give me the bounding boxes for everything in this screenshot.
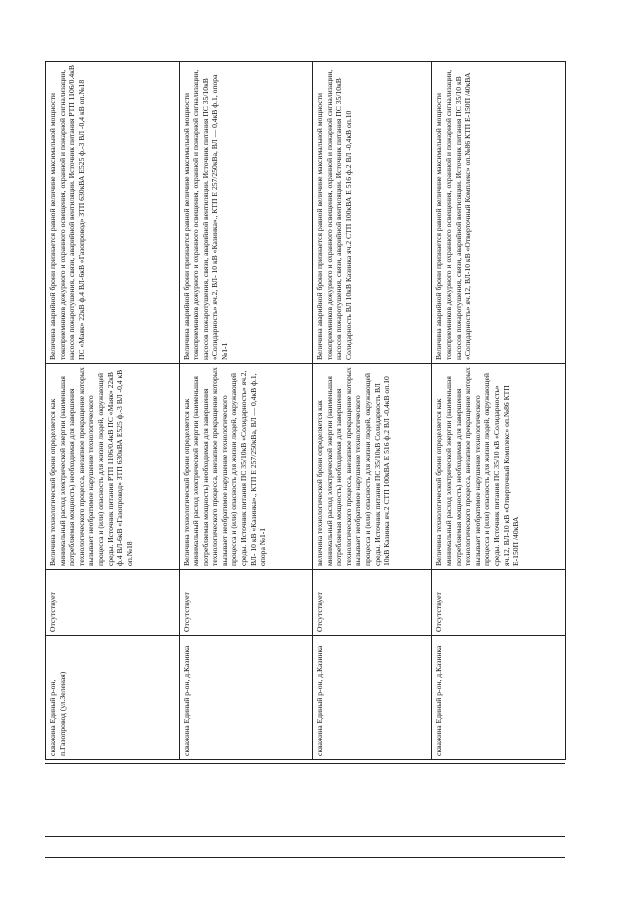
object-name: скважина Единый р-он, п.Газопровод (ул.Зеленая) [48,671,67,756]
tech-armor-cell [179,364,313,570]
status: Отсутствует [48,592,57,632]
object-name-cell [46,636,180,760]
emergency-armor-cell [179,62,313,364]
status-cell [46,570,180,636]
emergency-armor: Величина аварийной брони признается равной величине максимальной мощности токоприемников дежурного и охранного освещения, охранной и пожарной сигнализации, насосов пожаротушения, связи, аварийной вентиляции. Источник питания ПС 35/10кВ «Солидарность» яч.2, ВЛ- 10 кВ «Казинка»., КТП Е 257/250кВа, ВЛ — 0,4кВ ф.1, опора №1-1 [181,69,229,360]
table-row [46,62,180,760]
emergency-armor-cell [46,62,180,364]
rotated-table [45,62,566,760]
bottom-rule-lower [45,857,565,858]
tech-armor: Величина технологической брони определяется как минимальный расход электрической энергии (наименьшая потребляемая мощность) необходимая для завершения технологического процесса, внезапное прекращение которых вызывает необратимое нарушение технологического процесса и (или) опасность для жизни людей, окружающей среды. Источник питания ПС 35/10 кВ «Солидарность» яч.12, ВЛ-10 кВ «Отверточный Комплекс» оп.№86 КТП Е-150П /40кВА [434,367,521,566]
tech-armor-cell [313,364,432,570]
emergency-armor-cell [432,62,566,364]
status: Отсутствует [434,592,444,632]
tech-armor-cell [432,364,566,570]
emergency-armor-cell [313,62,432,364]
table-row [179,62,313,760]
tech-armor-cell [46,364,180,570]
table-row [432,62,566,760]
tech-armor: Величина технологической брони определяется как минимальный расход электрической энергии (наименьшая потребляемая мощность) необходимая для завершения технологического процесса, внезапное прекращение которых вызывает необратимое нарушение технологического процесса и (или) опасность для жизни людей, окружающей среды. Источник питания РТП 1106/0.4кВ ПС «Маяк» 22кВ ф.4 ВЛ-6кВ «Газопровод» ЗТП 630кВА Е525 ф.-3 ВЛ -0,4 кВ оп.№18 [48,367,134,566]
emergency-armor: Величина аварийной брони признается равной величине максимальной мощности токоприемников дежурного и охранного освещения, охранной и пожарной сигнализации, насосов пожаротушения, связи, аварийной вентиляции. Источник питания РТП 1106/0.4кВ ПС «Маяк» 22кВ ф.4 ВЛ-6кВ «Газопровод» ЗТП 630кВА Е525 ф.-3 ВЛ -0,4 кВ оп.№18 [48,65,86,360]
status: Отсутствует [315,592,324,632]
status: Отсутствует [181,592,191,632]
status-cell [432,570,566,636]
object-name: скважина Единый р-он, д.Казинка [181,645,191,756]
object-name-cell [432,636,566,760]
emergency-armor: Величина аварийной брони признается равной величине максимальной мощности токоприемников дежурного и охранного освещения, охранной и пожарной сигнализации, насосов пожаротушения, связи, аварийной вентиляции. Источник питания ПС 35/10 кВ «Солидарность» яч.12, ВЛ-10 кВ «Отверточный Комплекс» оп.№86 КТП Е-150П /40кВА [434,69,473,360]
tech-armor: Величина технологической брони определяется как минимальный расход электрической энергии (наименьшая потребляемая мощность) необходимая для завершения технологического процесса, внезапное прекращение которых вызывает необратимое нарушение технологического процесса и (или) опасность для жизни людей, окружающей среды. Источник питания ПС 35/10кВ «Солидарность» яч.2, ВЛ- 10 кВ «Казинка»., КТП Е 257/250кВа, ВЛ — 0,4кВ ф.1, опора №1-1 [181,367,268,566]
emergency-armor: Величина аварийной брони признается равной величине максимальной мощности токоприемников дежурного и охранного освещения, охранной и пожарной сигнализации, насосов пожаротушения, связи, аварийной вентиляции. Источник питания ПС 35/10кВ Солидарность ВЛ 10кВ Казинка яч.2 СТП 100кВА Е 516 ф.2 ВЛ -0,4кВ оп.10 [315,69,353,360]
tech-armor: величина технологической брони определяется как минимальный расход электрической энергии (наименьшая потребляемая мощность) необходимая для завершения технологического процесса, внезапное прекращение которых вызывает необратимое нарушение технологического процесса и (или) опасность для жизни людей, окружающей среды. Источник питания ПС 35/10кВ Солидарность ВЛ 10кВ Казинка яч.2 СТП 100кВА Е 516 ф.2 ВЛ -0,4кВ оп.10 [315,367,392,566]
top-rule-left [45,763,565,764]
object-name: скважина Единый р-он, д.Казинка [434,645,444,756]
table-row [313,62,432,760]
object-name-cell [179,636,313,760]
object-name-cell [313,636,432,760]
status-cell [179,570,313,636]
rotated-table-container [45,62,566,760]
object-name: скважина Единый р-он, д.Казинка [315,645,324,756]
armor-table [45,61,566,760]
bottom-rule-upper [45,836,565,837]
status-cell [313,570,432,636]
